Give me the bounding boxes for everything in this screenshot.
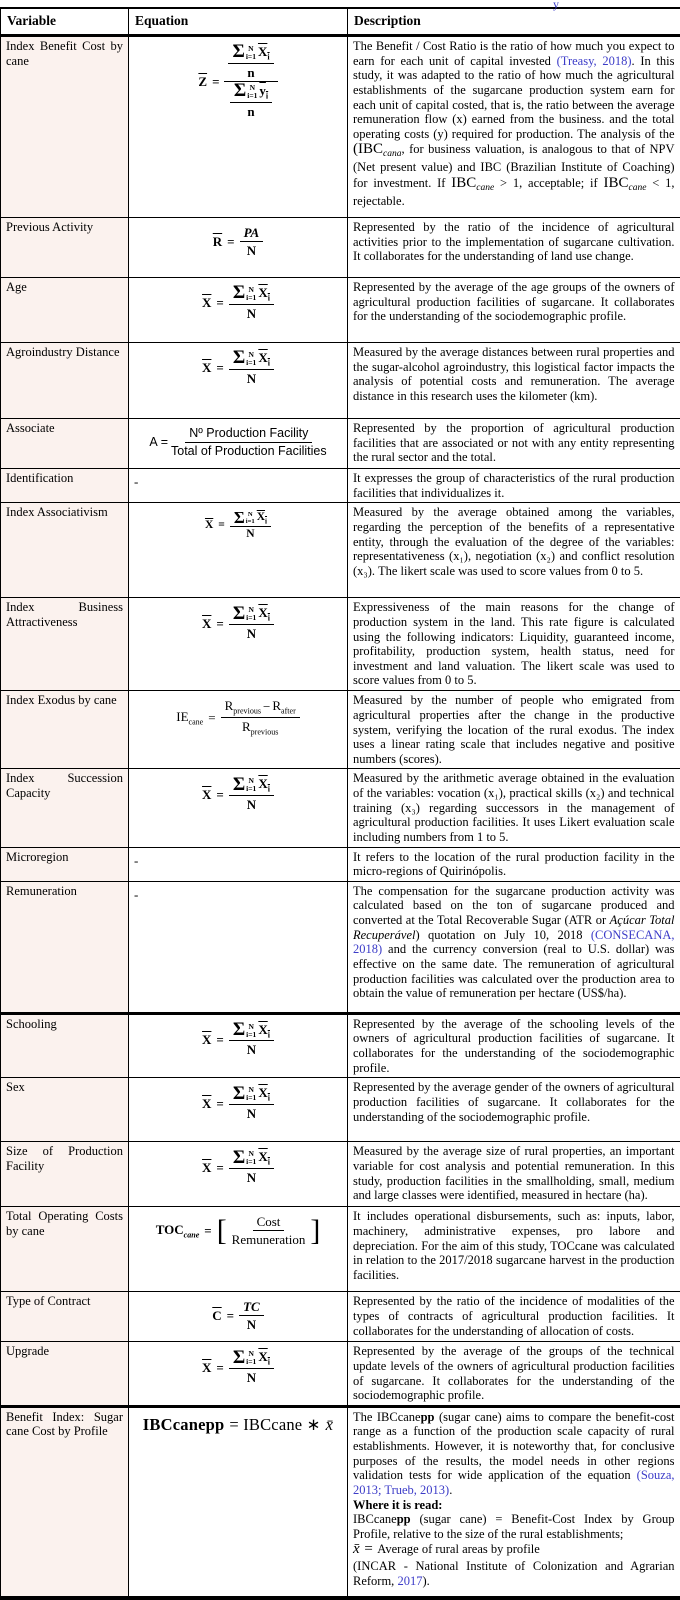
description-cell-microregion	[348, 847, 680, 881]
table-row-index-business-attractiveness	[1, 598, 680, 691]
text-segment: Represented by the average of the groups of the technical update levels of the owners of agricultural production facilities of sugarcane. It collaborates for the understanding of the sociodemographic profile.	[353, 1344, 675, 1403]
equation-cell-microregion	[129, 847, 348, 881]
variable-label: Index Business Attractiveness	[6, 600, 123, 629]
variable-label: Upgrade	[6, 1344, 50, 1359]
description-text-agroindustry-distance	[353, 345, 675, 403]
description-cell-associate	[348, 419, 680, 469]
text-segment: pp	[396, 1512, 411, 1527]
text-segment: Expressiveness of the main reasons for the change of production system in the land. This rate figure is calculated using the following indicators: Liquidity, guaranteed income, profitability, production system, health status, need for investment and land valuation. The likert scale was used to score values from 0 to 5.	[353, 600, 675, 688]
variable-cell-agroindustry-distance	[1, 343, 129, 419]
equation-cell-total-operating-costs-by-cane	[129, 1207, 348, 1292]
variable-label: Microregion	[6, 849, 69, 864]
description-text-previous-activity	[353, 220, 675, 263]
variable-label: Previous Activity	[6, 220, 94, 234]
equation-cell-index-business-attractiveness	[129, 598, 348, 691]
table-body	[1, 36, 680, 1598]
text-segment: pp	[420, 1409, 435, 1424]
summation-symbol: Σ N i=1	[232, 773, 257, 795]
variable-cell-index-associativism	[1, 503, 129, 598]
equation-upgrade: $\overline{X}$ = Σ N i=1 $X_i$ N	[134, 1349, 342, 1385]
description-cell-upgrade	[348, 1342, 680, 1407]
text-segment: The Benefit / Cost Ratio is the ratio of how much you expect to earn for each unit of capital invested	[353, 39, 675, 68]
table-row-associate	[1, 419, 680, 469]
description-cell-previous-activity	[348, 218, 680, 278]
equation-cell-upgrade	[129, 1342, 348, 1407]
equation-benefit-index-sugar-cane-cost-by-profile: IBCcanepp = IBCcane ∗ x̄	[142, 1414, 334, 1434]
variable-label: Index Associativism	[6, 505, 108, 520]
description-cell-index-benefit-cost-by-cane	[348, 36, 680, 218]
variable-label: Agroindustry Distance	[6, 345, 120, 359]
text-segment: Represented by the proportion of agricultural production facilities that are associated or not with any entity representing the rural sector and the total.	[353, 421, 675, 465]
text-segment: .	[449, 1482, 453, 1497]
description-cell-type-of-contract	[348, 1292, 680, 1342]
description-cell-index-exodus-by-cane	[348, 691, 680, 769]
text-segment: Average of rural areas by profile	[377, 1542, 540, 1557]
text-segment: > 1, acceptable; if	[494, 176, 604, 191]
summation-symbol: Σ N i=1	[232, 1019, 257, 1041]
description-text-type-of-contract	[353, 1294, 675, 1337]
equation-cell-size-of-production-facility	[129, 1142, 348, 1207]
equation-index-benefit-cost-by-cane: $\overline{Z}$ = Σ N i=1 $X_i$ n Σ N i=1 $y_i$ n	[134, 44, 342, 119]
equation-cell-type-of-contract	[129, 1292, 348, 1342]
description-cell-sex	[348, 1078, 680, 1142]
variable-cell-identification	[1, 469, 129, 503]
column-header-variable: Variable	[1, 8, 129, 36]
variable-label: Remuneration	[6, 883, 77, 898]
description-text-associate	[353, 421, 675, 464]
summation-symbol: Σ N i=1	[232, 282, 257, 304]
description-text-index-associativism	[353, 505, 675, 578]
citation: (Treasy, 2018)	[556, 53, 632, 68]
text-segment: IBC	[603, 175, 629, 192]
description-text-upgrade	[353, 1344, 675, 1402]
header-row	[1, 8, 680, 36]
description-text-benefit-index-sugar-cane-cost-by-profile	[353, 1410, 675, 1588]
text-segment: IBCcane	[353, 1512, 397, 1527]
summation-symbol: Σ N i=1	[232, 602, 257, 624]
variable-label: Index Benefit Cost by cane	[6, 39, 123, 68]
variable-cell-total-operating-costs-by-cane	[1, 1207, 129, 1292]
description-cell-index-business-attractiveness	[348, 598, 680, 691]
text-segment: and the currency conversion (real to U.S. dollar) was effective on the same date. The remuneration of agricultural production facilities was calculated over the production area to obtain the value of remuneration per hectare (US$/ha).	[353, 942, 675, 1001]
description-text-total-operating-costs-by-cane	[353, 1209, 675, 1282]
variable-label: Identification	[6, 471, 74, 485]
summation-symbol: Σ N i=1	[232, 347, 257, 369]
equation-index-associativism: $\overline{X}$ = Σ N i=1 $X_i$ N	[134, 510, 342, 541]
equation-previous-activity: $\overline{R}$ = $\frac{PA}{N}$	[134, 225, 342, 258]
description-text-index-benefit-cost-by-cane	[353, 39, 675, 208]
description-text-age	[353, 280, 675, 323]
equation-cell-index-exodus-by-cane	[129, 691, 348, 769]
variable-cell-index-succession-capacity	[1, 769, 129, 847]
text-segment: It includes operational disbursements, such as: inputs, labor, machinery, administrative expenses, pro labore and depreciation. For the aim of this study, TOCcane was calculated in relation to the 2017/2018 sugarcane harvest in the production facilities.	[353, 1209, 675, 1282]
summation-symbol: Σ N i=1	[233, 508, 255, 528]
description-cell-benefit-index-sugar-cane-cost-by-profile	[348, 1406, 680, 1598]
equation-cell-index-succession-capacity	[129, 769, 348, 847]
variable-cell-schooling	[1, 1013, 129, 1078]
equation-agroindustry-distance: $\overline{X}$ = Σ N i=1 $X_i$ N	[134, 350, 342, 386]
summation-symbol: Σ N i=1	[233, 80, 258, 102]
variable-cell-benefit-index-sugar-cane-cost-by-profile	[1, 1406, 129, 1598]
variable-cell-remuneration	[1, 881, 129, 1013]
description-text-index-exodus-by-cane	[353, 693, 675, 766]
citation: (Souza, 2013; Trueb, 2013)	[353, 1468, 675, 1497]
description-cell-remuneration	[348, 881, 680, 1013]
variable-label: Type of Contract	[6, 1294, 91, 1309]
column-header-equation: Equation	[129, 8, 348, 36]
table-row-benefit-index-sugar-cane-cost-by-profile	[1, 1406, 680, 1598]
description-cell-identification	[348, 469, 680, 503]
text-segment: ) quotation on July 10, 2018	[415, 927, 591, 942]
description-cell-total-operating-costs-by-cane	[348, 1207, 680, 1292]
text-segment: x̄ =	[353, 1541, 378, 1558]
equation-index-business-attractiveness: $\overline{X}$ = Σ N i=1 $X_i$ N	[134, 605, 342, 641]
equation-type-of-contract: $\overline{C}$ = $\frac{TC}{N}$	[134, 1299, 342, 1332]
description-text-sex	[353, 1080, 675, 1123]
variable-cell-index-exodus-by-cane	[1, 691, 129, 769]
equation-remuneration: -	[134, 886, 139, 902]
equation-cell-sex	[129, 1078, 348, 1142]
description-cell-age	[348, 278, 680, 343]
table-row-age	[1, 278, 680, 343]
variable-cell-age	[1, 278, 129, 343]
variable-label: Associate	[6, 421, 55, 435]
equation-cell-age	[129, 278, 348, 343]
text-segment: Where it is read:	[353, 1497, 443, 1512]
equation-associate: A = $\frac{\text{Nº Production Facility}}{\text{Total of Production Facilities}}$	[149, 426, 327, 458]
description-text-schooling	[353, 1017, 675, 1075]
table-row-size-of-production-facility	[1, 1142, 680, 1207]
equation-age: $\overline{X}$ = Σ N i=1 $X_i$ N	[134, 285, 342, 321]
text-segment: , for business valuation, is analogous to that of NPV (Net present value) and IBC (Brazilian Institute of Coaching) for investment. If	[353, 142, 675, 191]
equation-cell-previous-activity	[129, 218, 348, 278]
text-segment: Represented by the average of the schooling levels of the owners of agricultural production facilities of sugarcane. It collaborates for the understanding of the sociodemographic profile.	[353, 1016, 675, 1075]
table-row-type-of-contract	[1, 1292, 680, 1342]
variable-cell-index-business-attractiveness	[1, 598, 129, 691]
text-segment: cana	[383, 149, 402, 160]
text-segment: Measured by the number of people who emigrated from agricultural properties after the change in the productive system, verifying the location of the rural exodus. The index uses a linear rating scale that includes negative and positive numbers (scores).	[353, 693, 675, 766]
description-cell-agroindustry-distance	[348, 343, 680, 419]
table-row-index-succession-capacity	[1, 769, 680, 847]
description-text-index-business-attractiveness	[353, 600, 675, 687]
description-cell-index-associativism	[348, 503, 680, 598]
equation-cell-benefit-index-sugar-cane-cost-by-profile	[129, 1406, 348, 1598]
table-row-index-benefit-cost-by-cane	[1, 36, 680, 218]
equation-cell-index-benefit-cost-by-cane	[129, 36, 348, 218]
text-segment: (INCAR - National Institute of Colonization and Agrarian Reform,	[353, 1558, 675, 1588]
variable-cell-size-of-production-facility	[1, 1142, 129, 1207]
variable-label: Index Exodus by cane	[6, 693, 117, 708]
variable-cell-previous-activity	[1, 218, 129, 278]
text-segment: Measured by the average distances between rural properties and the sugar-alcohol agroindustry, this logistical factor impacts the analysis of potential costs and remuneration. The average distance in this research uses the kilometer (km).	[353, 345, 675, 403]
variable-cell-associate	[1, 419, 129, 469]
text-segment: Represented by the average gender of the owners of agricultural production facilities of sugarcane. It collaborates for the understanding of the sociodemographic profile.	[353, 1080, 675, 1124]
text-segment: Represented by the average of the age groups of the owners of agricultural production facilities of sugarcane. It collaborates for the understanding of the sociodemographic profile.	[353, 280, 675, 324]
variable-cell-type-of-contract	[1, 1292, 129, 1342]
summation-symbol: Σ N i=1	[232, 41, 256, 63]
text-segment: . In this study, it was adapted to the ratio of how much the agricultural establishments of the sugarcane production system earn for each unit of capital costed, that is, the ratio between the average remuneration flow (x) earned from the business. and the total operating costs (y) required for production. The analysis of the	[353, 53, 675, 141]
equation-schooling: $\overline{X}$ = Σ N i=1 $X_i$ N	[134, 1022, 342, 1058]
table-row-agroindustry-distance	[1, 343, 680, 419]
table-row-total-operating-costs-by-cane	[1, 1207, 680, 1292]
equation-sex: $\overline{X}$ = Σ N i=1 $X_i$ N	[134, 1085, 342, 1121]
table-row-microregion	[1, 847, 680, 881]
equation-identification: -	[134, 474, 139, 489]
text-segment: ).	[422, 1573, 430, 1588]
variable-label: Sex	[6, 1080, 25, 1095]
description-text-microregion	[353, 850, 675, 879]
summation-symbol: Σ N i=1	[232, 1346, 257, 1368]
text-segment: IBC	[451, 175, 477, 192]
text-segment: The IBCcane	[353, 1409, 421, 1424]
variable-label: Schooling	[6, 1016, 57, 1031]
description-text-remuneration	[353, 884, 675, 1000]
equation-index-succession-capacity: $\overline{X}$ = Σ N i=1 $X_i$ N	[134, 776, 342, 812]
equation-cell-schooling	[129, 1013, 348, 1078]
variable-cell-microregion	[1, 847, 129, 881]
table-row-identification	[1, 469, 680, 503]
citation: 2017	[397, 1573, 423, 1588]
text-segment: < 1, rejectable.	[353, 176, 675, 209]
equation-cell-identification	[129, 469, 348, 503]
column-header-description: Description	[348, 8, 680, 36]
description-cell-size-of-production-facility	[348, 1142, 680, 1207]
table-row-index-exodus-by-cane	[1, 691, 680, 769]
table-row-remuneration	[1, 881, 680, 1013]
text-segment: Represented by the ratio of the incidence of agricultural activities prior to the implementation of sugarcane cultivation. It collaborates for the understanding of land use change.	[353, 220, 675, 264]
text-segment: It expresses the group of characteristics of the rural production facilities that individualizes it.	[353, 471, 675, 500]
text-segment: (IBC	[353, 141, 383, 158]
table-row-upgrade	[1, 1342, 680, 1407]
text-segment: (sugar cane) = Benefit-Cost Index by Group Profile, relative to the size of the rural establishments;	[353, 1512, 675, 1541]
text-segment: The compensation for the sugarcane production activity was calculated based on the ton of sugarcane produced and converted at the Total Recoverable Sugar (ATR or	[353, 883, 675, 927]
equation-cell-agroindustry-distance	[129, 343, 348, 419]
description-text-size-of-production-facility	[353, 1144, 675, 1202]
text-segment: Measured by the average size of rural properties, an important variable for cost analysis and potential remuneration. In this study, production facilities in the smallholding, small, medium and large classes were identified, measured in hectare (ha).	[353, 1144, 675, 1203]
text-segment: Measured by the arithmetic average obtained in the evaluation of the variables: vocation (x₁), practical skills (x₂) and technical training (x₃) regarding successors in the management of agricultural production facilities. It uses Likert evaluation scale including numbers from 1 to 5.	[353, 771, 675, 844]
table-row-previous-activity	[1, 218, 680, 278]
cropped-text-fragment: y	[553, 0, 559, 11]
text-segment: Measured by the average obtained among the variables, regarding the perception of the benefits of a representative entity, through the evaluation of the degree of the variables: representativeness (x₁), negotiation (x₂) and conflict resolution (x₃). The likert scale was used to score values from 0 to 5.	[353, 505, 675, 578]
variable-cell-index-benefit-cost-by-cane	[1, 36, 129, 218]
text-segment: It refers to the location of the rural production facility in the micro-regions of Quirinópolis.	[353, 849, 675, 879]
variable-cell-upgrade	[1, 1342, 129, 1407]
equation-size-of-production-facility: $\overline{X}$ = Σ N i=1 $X_i$ N	[134, 1149, 342, 1185]
table-row-index-associativism	[1, 503, 680, 598]
variable-cell-sex	[1, 1078, 129, 1142]
equation-index-exodus-by-cane: $IE_{cane}$ = $R_{previous}$ − $R_{after}$ $R_{previous}$	[134, 698, 342, 736]
equation-cell-associate	[129, 419, 348, 469]
variable-label: Age	[6, 280, 27, 294]
text-segment: Represented by the ratio of the incidence of modalities of the types of contracts of agricultural production facilities. It collaborates for the understanding of allocation of costs.	[353, 1294, 675, 1338]
equation-cell-index-associativism	[129, 503, 348, 598]
table-row-sex	[1, 1078, 680, 1142]
summation-symbol: Σ N i=1	[232, 1146, 257, 1168]
description-text-index-succession-capacity	[353, 771, 675, 844]
text-segment: Açúcar Total Recuperável	[353, 913, 675, 942]
description-text-identification	[353, 471, 675, 500]
table-row-schooling	[1, 1013, 680, 1078]
summation-symbol: Σ N i=1	[232, 1082, 257, 1104]
variable-label: Total Operating Costs by cane	[6, 1209, 123, 1238]
text-segment: cane	[628, 183, 647, 194]
equation-microregion: -	[134, 852, 139, 868]
equation-total-operating-costs-by-cane: $TOC_{cane}$ = [ $\frac{\text{Cost}}{\text{Remuneration}}$ ]	[155, 1214, 321, 1248]
variable-label: Benefit Index: Sugar cane Cost by Profile	[6, 1409, 123, 1439]
description-cell-schooling	[348, 1013, 680, 1078]
text-segment: cane	[476, 183, 495, 194]
variable-label: Index Succession Capacity	[6, 771, 123, 800]
variable-label: Size of Production Facility	[6, 1144, 123, 1173]
citation: (CONSECANA, 2018)	[353, 927, 675, 957]
equation-cell-remuneration	[129, 881, 348, 1013]
description-cell-index-succession-capacity	[348, 769, 680, 847]
text-segment: (sugar cane) aims to compare the benefit-cost range as a function of the production scale capacity of rural establishments. However, it is noteworthy that, for conclusive purposes of the results, the model needs in other regions validation tests for wide application of the equation	[353, 1409, 675, 1483]
